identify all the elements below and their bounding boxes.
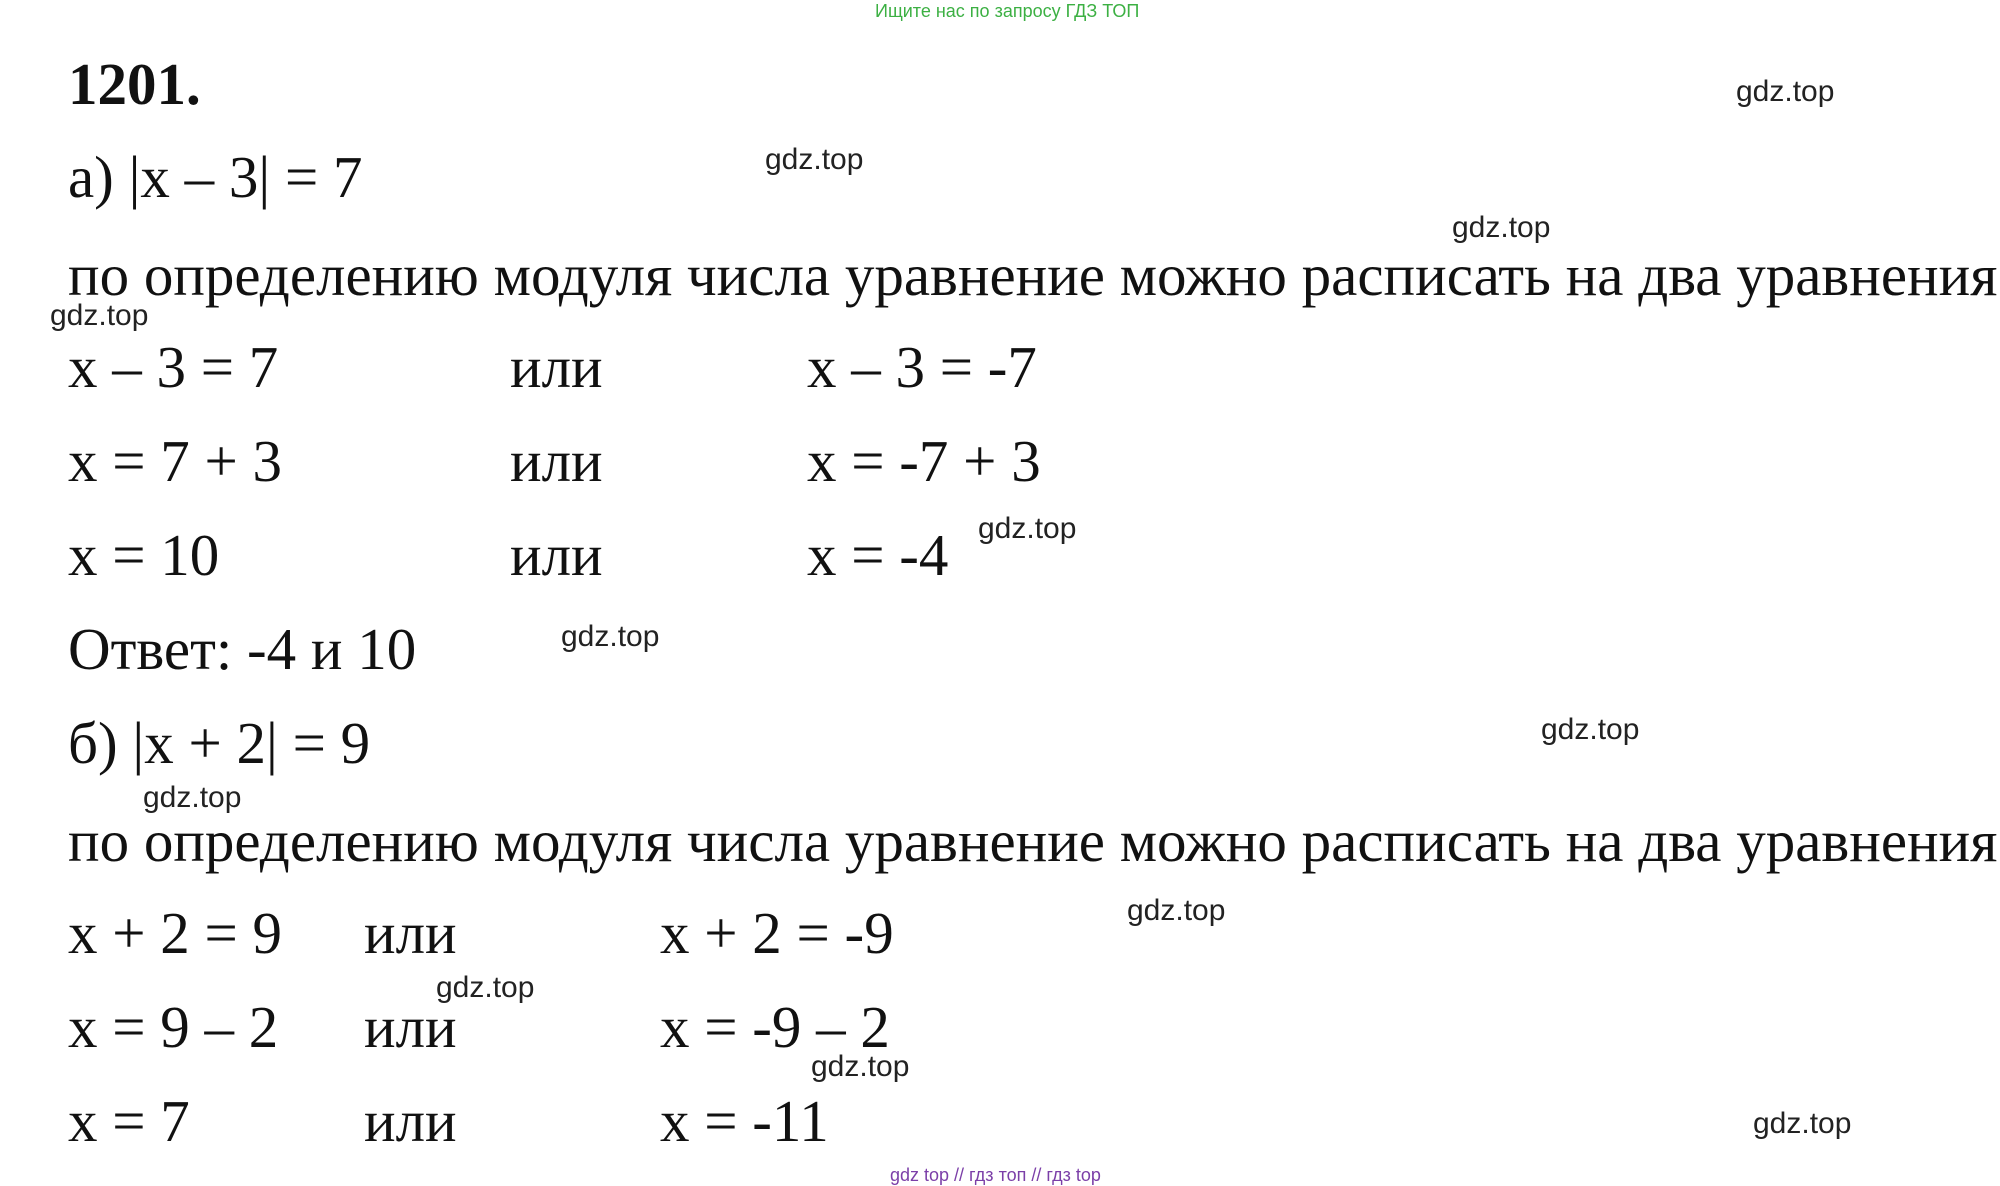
watermark: gdz.top xyxy=(1736,75,1835,108)
part-b-row-2-conj: или xyxy=(364,994,457,1060)
watermark: gdz.top xyxy=(1753,1107,1852,1140)
part-b-row-1-conj: или xyxy=(364,900,457,966)
part-b-row-3-conj: или xyxy=(364,1088,457,1154)
part-b-row-1-left: x + 2 = 9 xyxy=(68,900,283,966)
part-b-row-2-left: x = 9 – 2 xyxy=(68,994,279,1060)
watermark: gdz.top xyxy=(561,620,660,653)
part-a-row-1-conj: или xyxy=(510,334,603,400)
watermark: gdz.top xyxy=(1127,894,1226,927)
part-a-row-3-right: x = -4 xyxy=(807,522,949,588)
footer-text: gdz top // гдз топ // гдз top xyxy=(890,1165,1101,1185)
watermark: gdz.top xyxy=(436,971,535,1004)
part-a-row-3-left: x = 10 xyxy=(68,522,220,588)
watermark: gdz.top xyxy=(50,299,149,332)
watermark: gdz.top xyxy=(143,781,242,814)
part-a-row-1-left: x – 3 = 7 xyxy=(68,334,279,400)
part-a-row-2-right: x = -7 + 3 xyxy=(807,428,1041,494)
part-a-answer: Ответ: -4 и 10 xyxy=(68,616,417,682)
part-b-label: б) |x + 2| = 9 xyxy=(68,710,371,776)
part-a-definition: по определению модуля числа уравнение можно расписать на два уравнения xyxy=(68,242,1998,308)
watermark: gdz.top xyxy=(811,1050,910,1083)
problem-number: 1201. xyxy=(68,51,201,117)
part-a-row-3-conj: или xyxy=(510,522,603,588)
part-a-row-2-conj: или xyxy=(510,428,603,494)
part-a-row-1-right: x – 3 = -7 xyxy=(807,334,1037,400)
part-a-label: а) |x – 3| = 7 xyxy=(68,144,363,210)
watermark: gdz.top xyxy=(765,143,864,176)
part-b-row-1-right: x + 2 = -9 xyxy=(660,900,894,966)
part-b-row-2-right: x = -9 – 2 xyxy=(660,994,890,1060)
part-a-row-2-left: x = 7 + 3 xyxy=(68,428,283,494)
watermark: gdz.top xyxy=(1452,211,1551,244)
part-b-row-3-left: x = 7 xyxy=(68,1088,190,1154)
part-b-definition: по определению модуля числа уравнение можно расписать на два уравнения xyxy=(68,808,1998,874)
top-note: Ищите нас по запросу ГДЗ ТОП xyxy=(875,1,1140,21)
watermark: gdz.top xyxy=(978,512,1077,545)
watermark: gdz.top xyxy=(1541,713,1640,746)
part-b-row-3-right: x = -11 xyxy=(660,1088,829,1154)
